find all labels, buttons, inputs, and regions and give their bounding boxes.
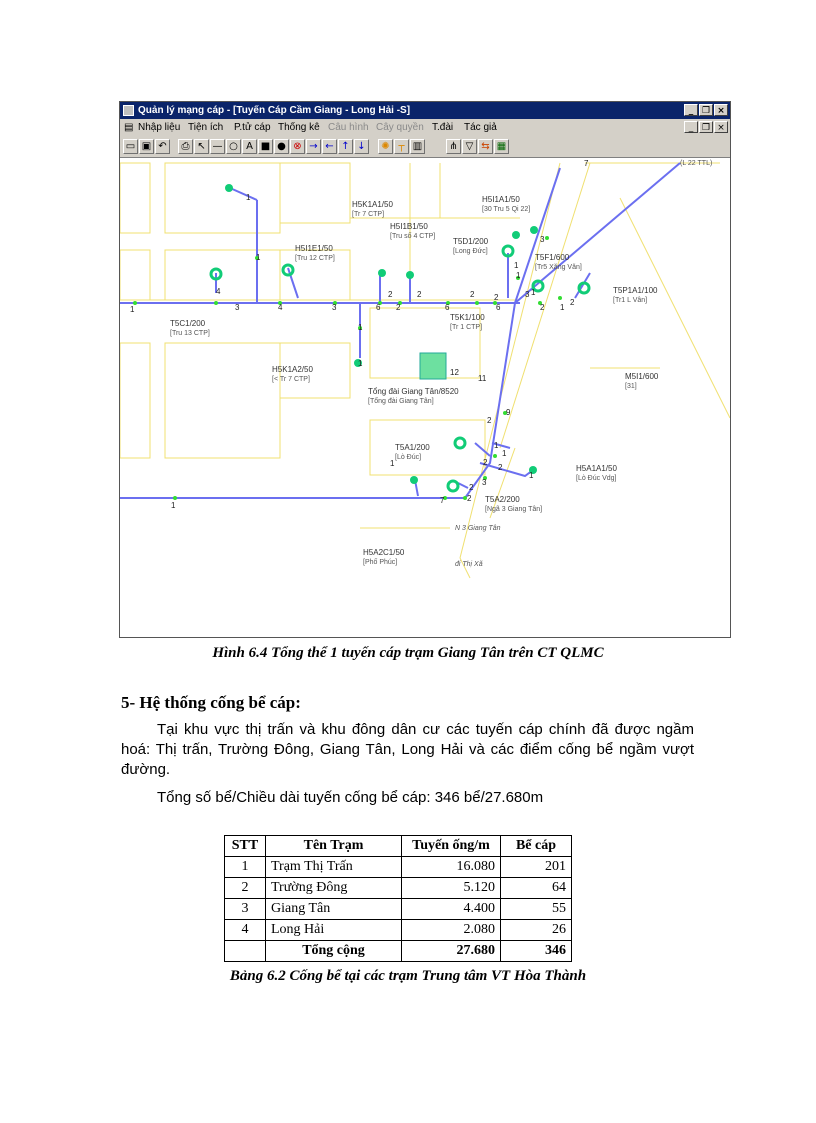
table-header-row bbox=[225, 836, 572, 857]
text-tool-icon[interactable]: A bbox=[242, 139, 257, 154]
cell: 2 bbox=[225, 878, 266, 899]
mdi-minimize-button[interactable]: _ bbox=[684, 121, 698, 133]
line-tool-icon[interactable]: — bbox=[210, 139, 225, 154]
map-label: H5A2C1/50 bbox=[363, 548, 405, 557]
map-sublabel: [Tru số 4 CTP] bbox=[390, 233, 436, 240]
map-label: T5A2/200 bbox=[485, 495, 520, 504]
split-icon[interactable]: ⋔ bbox=[446, 139, 461, 154]
cell: 346 bbox=[501, 941, 572, 962]
node-number: 6 bbox=[376, 303, 381, 312]
header-tuyen-ong: Tuyến ống/m bbox=[402, 836, 501, 857]
paragraph-2: Tổng số bể/Chiều dài tuyến cống bể cáp: 346 bể/27.680m bbox=[157, 789, 544, 806]
node-number: 2 bbox=[417, 290, 422, 299]
header-be-cap: Bể cáp bbox=[501, 836, 572, 857]
cell bbox=[225, 941, 266, 962]
cell: 1 bbox=[225, 857, 266, 878]
node-number: 1 bbox=[246, 193, 251, 202]
merge-icon[interactable]: ⇆ bbox=[478, 139, 493, 154]
map-sublabel: [< Tr 7 CTP] bbox=[272, 376, 310, 383]
table-caption: Bảng 6.2 Cống bể tại các trạm Trung tâm VT Hòa Thành bbox=[229, 968, 587, 984]
delete-icon[interactable]: ⊗ bbox=[290, 139, 305, 154]
node-number: 2 bbox=[498, 463, 503, 472]
header-stt: STT bbox=[225, 836, 266, 857]
paragraph-1: Tại khu vực thị trấn và khu đông dân cư các tuyến cáp chính đã được ngầm hoá: Thị trấn, Trường Đông, Giang Tân, Long Hải và các điểm cống bể ngầm vượt đường. bbox=[121, 721, 694, 778]
cell: 64 bbox=[501, 878, 572, 899]
table-total-row bbox=[225, 941, 572, 962]
node-number: 1 bbox=[171, 501, 176, 510]
corner-label: (L 22 TTL) bbox=[680, 160, 713, 167]
section-heading: 5- Hệ thống cống bể cáp: bbox=[121, 693, 301, 712]
cell: 26 bbox=[501, 920, 572, 941]
mdi-restore-button[interactable]: ❐ bbox=[699, 121, 713, 133]
map-sublabel: [Ngã 3 Giang Tân] bbox=[485, 506, 543, 513]
cell: Giang Tân bbox=[266, 899, 402, 920]
map-sublabel: [Lò Đúc Vdg] bbox=[576, 475, 617, 482]
print-icon[interactable]: ⎙ bbox=[178, 139, 193, 154]
filter-icon[interactable]: ▽ bbox=[462, 139, 477, 154]
node-number: 2 bbox=[483, 458, 488, 467]
menu-tien-ich[interactable]: Tiện ích bbox=[188, 122, 224, 133]
menu-nhap-lieu[interactable]: Nhập liệu bbox=[138, 122, 181, 133]
map-label: H5K1A1/50 bbox=[352, 200, 393, 209]
node-number: 2 bbox=[540, 303, 545, 312]
node-icon[interactable]: ✺ bbox=[378, 139, 393, 154]
node-number: 1 bbox=[494, 441, 499, 450]
arrow-down-icon[interactable]: ↓ bbox=[354, 139, 369, 154]
node-number: 11 bbox=[478, 374, 487, 383]
exchange-box[interactable] bbox=[420, 353, 446, 379]
menu-bar bbox=[120, 119, 730, 136]
table-row bbox=[225, 878, 572, 899]
map-label: Tổng đài Giang Tân/8520 bbox=[368, 387, 459, 396]
cell: 55 bbox=[501, 899, 572, 920]
map-sublabel: [Tr 1 CTP] bbox=[450, 324, 483, 331]
doc-icon[interactable]: ▤ bbox=[124, 122, 134, 133]
road-label: đi Thị Xã bbox=[455, 561, 483, 568]
connect-icon[interactable]: ● bbox=[274, 139, 289, 154]
map-label: H5I1E1/50 bbox=[295, 244, 333, 253]
close-button[interactable]: × bbox=[714, 104, 728, 116]
map-sublabel: [Phố Phúc] bbox=[363, 559, 398, 566]
node-number: 3 bbox=[235, 303, 240, 312]
map-label: H5A1A1/50 bbox=[576, 464, 617, 473]
pointer-icon[interactable]: ↖ bbox=[194, 139, 209, 154]
node-number: 1 bbox=[531, 288, 536, 297]
figure-caption: Hình 6.4 Tổng thể 1 tuyến cáp trạm Giang Tân trên CT QLMC bbox=[212, 645, 604, 661]
node-number: 2 bbox=[570, 298, 575, 307]
node-number: 3 bbox=[332, 303, 337, 312]
cell: Trạm Thị Trấn bbox=[266, 857, 402, 878]
map-label: T5D1/200 bbox=[453, 237, 489, 246]
cable-map bbox=[120, 158, 731, 638]
map-label: T5K1/100 bbox=[450, 313, 485, 322]
table-row bbox=[225, 920, 572, 941]
cell: 5.120 bbox=[402, 878, 501, 899]
node-number: 7 bbox=[584, 159, 589, 168]
map-sublabel: [Tru 13 CTP] bbox=[170, 330, 210, 337]
header-ten-tram: Tên Trạm bbox=[266, 836, 402, 857]
node-number: 1 bbox=[560, 303, 565, 312]
node-number: 4 bbox=[216, 287, 221, 296]
node-number: 3 bbox=[482, 478, 487, 487]
menu-tac-gia[interactable]: Tác giả bbox=[464, 122, 497, 133]
node-number: 2 bbox=[396, 303, 401, 312]
node-number: 2 bbox=[388, 290, 393, 299]
map-icon[interactable]: ▦ bbox=[494, 139, 509, 154]
cell: 4.400 bbox=[402, 899, 501, 920]
node-number: 2 bbox=[487, 416, 492, 425]
new-icon[interactable]: ▭ bbox=[123, 139, 138, 154]
arrow-up-icon[interactable]: ↑ bbox=[338, 139, 353, 154]
terminal-dots bbox=[225, 184, 538, 484]
node-number: 9 bbox=[506, 408, 511, 417]
node-number: 3 bbox=[540, 235, 545, 244]
undo-icon[interactable]: ↶ bbox=[155, 139, 170, 154]
menu-thong-ke[interactable]: Thống kê bbox=[278, 122, 320, 133]
table-row bbox=[225, 857, 572, 878]
node-number: 2 bbox=[467, 494, 472, 503]
cell: 3 bbox=[225, 899, 266, 920]
road-label: N 3 Giang Tân bbox=[455, 525, 501, 532]
table-row bbox=[225, 899, 572, 920]
arrow-left-icon[interactable]: ← bbox=[322, 139, 337, 154]
node-number: 2 bbox=[470, 290, 475, 299]
cabinet-icon[interactable]: ▥ bbox=[410, 139, 425, 154]
node-number: 1 bbox=[256, 253, 261, 262]
box-tool-icon[interactable]: ■ bbox=[258, 139, 273, 154]
node-number: 1 bbox=[358, 323, 363, 332]
menu-phan-tu-cap[interactable]: P.tử cáp bbox=[234, 122, 271, 133]
app-icon bbox=[123, 105, 134, 116]
node-number: 6 bbox=[496, 303, 501, 312]
app-window bbox=[119, 101, 731, 638]
node-number: 3 bbox=[525, 290, 530, 299]
map-sublabel: [Tru 12 CTP] bbox=[295, 255, 335, 262]
map-label: T5P1A1/100 bbox=[613, 286, 658, 295]
cell: 201 bbox=[501, 857, 572, 878]
map-label: T5A1/200 bbox=[395, 443, 430, 452]
map-sublabel: [30 Tru 5 Qi 22] bbox=[482, 206, 531, 213]
node-number: 1 bbox=[130, 305, 135, 314]
map-canvas[interactable] bbox=[120, 158, 730, 638]
node-number: 2 bbox=[494, 293, 499, 302]
toolbar bbox=[120, 136, 730, 158]
maximize-button[interactable]: ❐ bbox=[699, 104, 713, 116]
node-number: 6 bbox=[445, 303, 450, 312]
node-number: 12 bbox=[450, 368, 459, 377]
map-sublabel: [Tổng đài Giang Tân] bbox=[368, 398, 434, 405]
node-number: 1 bbox=[358, 359, 363, 368]
menu-cau-hinh[interactable]: Câu hình bbox=[328, 122, 369, 133]
circle-tool-icon[interactable]: ○ bbox=[226, 139, 241, 154]
cell: 27.680 bbox=[402, 941, 501, 962]
pole-icon[interactable]: ┬ bbox=[394, 139, 409, 154]
node-number: 1 bbox=[516, 271, 521, 280]
minimize-button[interactable]: _ bbox=[684, 104, 698, 116]
map-label: T5C1/200 bbox=[170, 319, 206, 328]
mdi-close-button[interactable]: × bbox=[714, 121, 728, 133]
window-title: Quản lý mạng cáp - [Tuyến Cáp Cầm Giang - Long Hải -S] bbox=[138, 105, 411, 116]
map-sublabel: [Lò Đúc] bbox=[395, 454, 422, 461]
save-icon[interactable]: ▣ bbox=[139, 139, 154, 154]
node-number: 2 bbox=[469, 483, 474, 492]
map-label: H5K1A2/50 bbox=[272, 365, 313, 374]
map-sublabel: [31] bbox=[625, 383, 637, 390]
node-number: 1 bbox=[529, 471, 534, 480]
node-number: 4 bbox=[278, 303, 283, 312]
cell: 2.080 bbox=[402, 920, 501, 941]
node-number: 1 bbox=[390, 459, 395, 468]
map-label: H5I1A1/50 bbox=[482, 195, 520, 204]
node-number: 7 bbox=[440, 496, 445, 505]
title-bar bbox=[120, 102, 730, 119]
map-label: H5I1B1/50 bbox=[390, 222, 428, 231]
cell: Long Hải bbox=[266, 920, 402, 941]
menu-tong-dai[interactable]: T.đài bbox=[432, 122, 454, 133]
menu-cay-quyen[interactable]: Cây quyền bbox=[376, 122, 424, 133]
arrow-right-icon[interactable]: → bbox=[306, 139, 321, 154]
cell: Trường Đông bbox=[266, 878, 402, 899]
cell: Tổng cộng bbox=[266, 941, 402, 962]
node-number: 1 bbox=[502, 449, 507, 458]
map-label: M5I1/600 bbox=[625, 372, 659, 381]
cable-nodes bbox=[133, 236, 562, 500]
map-sublabel: [Tr1 L Vân] bbox=[613, 297, 648, 304]
node-number: 1 bbox=[514, 261, 519, 270]
map-label: T5F1/600 bbox=[535, 253, 570, 262]
cell: 4 bbox=[225, 920, 266, 941]
conduit-table bbox=[224, 835, 572, 962]
map-sublabel: [Long Đức] bbox=[453, 248, 488, 255]
cell: 16.080 bbox=[402, 857, 501, 878]
map-sublabel: [Tr 7 CTP] bbox=[352, 211, 385, 218]
map-sublabel: [Tr5 Xăng Văn] bbox=[535, 264, 582, 271]
